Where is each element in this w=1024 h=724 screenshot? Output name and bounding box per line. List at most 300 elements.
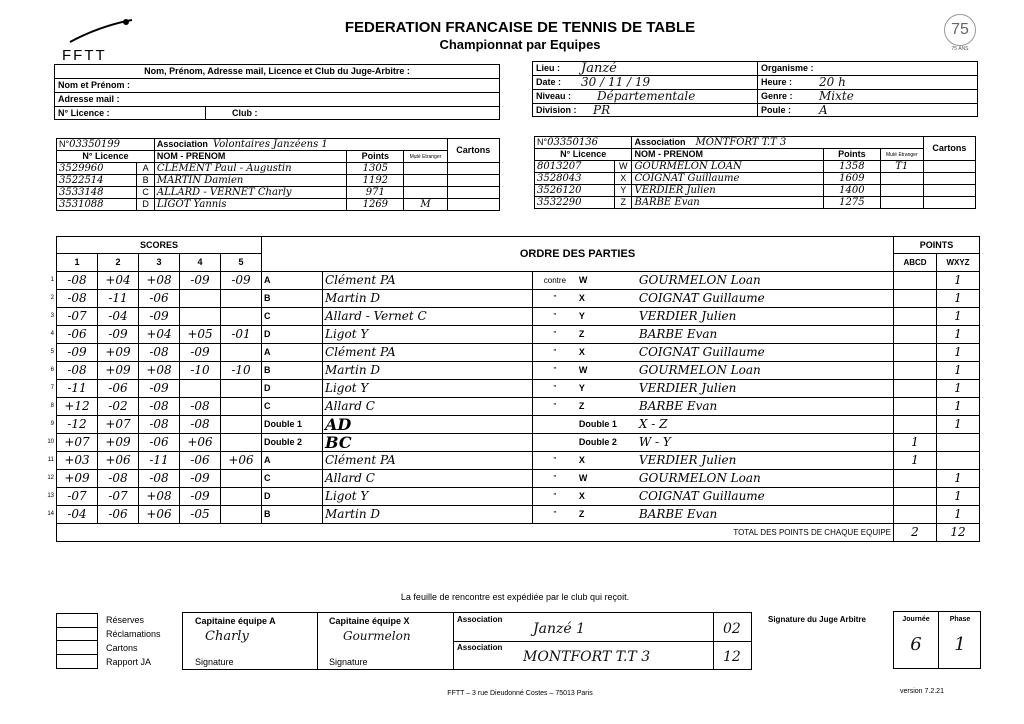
checkbox-box[interactable] (56, 655, 98, 669)
set-score[interactable] (221, 416, 262, 434)
niveau-value[interactable]: Départementale (597, 89, 696, 103)
game-row[interactable] (42, 488, 980, 506)
player-a-name[interactable]: Ligot Y (323, 326, 533, 344)
player-slot: B (137, 175, 154, 187)
set-score[interactable]: -09 (180, 344, 221, 362)
points-wxyz[interactable]: 1 (937, 488, 980, 506)
player-points: 1358 (823, 161, 880, 173)
game-number: 14 (47, 511, 54, 517)
referee-signature-label: Signature du Juge Arbitre (768, 615, 866, 624)
row-number-header-spacer (42, 254, 57, 272)
set-score[interactable]: -06 (98, 506, 139, 524)
points-wxyz[interactable]: 1 (937, 308, 980, 326)
set-score[interactable]: -08 (180, 416, 221, 434)
team-a-name-header: NOM - PRENOM (154, 151, 346, 163)
player-b-name[interactable]: GOURMELON Loan (637, 362, 894, 380)
points-abcd[interactable] (894, 506, 937, 524)
lieu-value[interactable]: Janzé (581, 61, 617, 76)
team-b-points-header: Points (823, 149, 880, 161)
team-b-assoc-label: Association (634, 137, 686, 147)
team-b-number: 03350136 (547, 137, 599, 148)
player-b-name[interactable]: VERDIER Julien (637, 380, 894, 398)
team-b-table (534, 136, 976, 209)
assoc-b-score[interactable]: 12 (723, 649, 741, 665)
player-a-name[interactable]: BC (323, 434, 533, 452)
vs-marker: " (532, 362, 577, 380)
player-mute (404, 163, 447, 175)
team-b-assoc-cell[interactable] (632, 137, 923, 149)
player-mute: M (404, 199, 447, 211)
points-wxyz[interactable]: 1 (937, 416, 980, 434)
order-header: ORDRE DES PARTIES (262, 237, 894, 272)
team-b-assoc: MONTFORT T.T 3 (695, 137, 787, 148)
team-b-player-row[interactable] (535, 197, 976, 209)
checkbox-box[interactable] (56, 613, 98, 628)
game-number: 13 (47, 493, 54, 499)
badge-number: 75 (944, 14, 976, 46)
vs-marker: " (532, 326, 577, 344)
team-b-player-row[interactable] (535, 161, 976, 173)
team-a-table (56, 138, 500, 211)
game-number: 9 (50, 421, 54, 427)
player-mute (404, 187, 447, 199)
points-abcd[interactable]: 1 (894, 452, 937, 470)
set-score[interactable]: -09 (221, 272, 262, 290)
set-score[interactable] (180, 290, 221, 308)
assoc-a-score[interactable]: 02 (723, 621, 741, 637)
set-score[interactable] (221, 344, 262, 362)
set-score[interactable] (180, 380, 221, 398)
set-score[interactable] (221, 398, 262, 416)
poule-value[interactable]: A (819, 103, 828, 117)
player-slot: X (615, 173, 632, 185)
team-a-player-row[interactable] (57, 163, 500, 175)
set-score[interactable]: +06 (180, 434, 221, 452)
genre-value[interactable]: Mixte (819, 89, 854, 103)
set-score[interactable]: -10 (180, 362, 221, 380)
set-score[interactable]: -08 (57, 362, 98, 380)
set-score[interactable]: -06 (57, 326, 98, 344)
set-score[interactable]: -02 (98, 398, 139, 416)
vs-marker: " (532, 290, 577, 308)
set-score[interactable]: +08 (139, 488, 180, 506)
game-number: 3 (50, 313, 54, 319)
player-a-name[interactable]: Ligot Y (323, 380, 533, 398)
set-header: 3 (139, 254, 180, 272)
player-points: 971 (347, 187, 404, 199)
player-b-slot: Double 2 (577, 434, 637, 452)
lieu-label: Lieu : (536, 63, 560, 73)
player-b-slot: Z (577, 326, 637, 344)
set-score[interactable]: +09 (98, 344, 139, 362)
referee-licence-label: N° Licence : (58, 108, 110, 118)
points-wxyz[interactable]: 1 (937, 344, 980, 362)
player-b-name[interactable]: BARBE Evan (637, 326, 894, 344)
player-b-slot: X (577, 344, 637, 362)
referee-licence-row[interactable] (55, 107, 499, 120)
game-row[interactable] (42, 434, 980, 452)
set-score[interactable]: -07 (57, 488, 98, 506)
logo-text: FFTT (62, 47, 107, 64)
set-score[interactable] (221, 488, 262, 506)
points-abcd[interactable] (894, 380, 937, 398)
player-b-slot: W (577, 272, 637, 290)
footer-note: La feuille de rencontre est expédiée par le club qui reçoit. (400, 592, 630, 602)
set-score[interactable]: +03 (57, 452, 98, 470)
player-a-name[interactable]: AD (323, 416, 533, 434)
game-row[interactable] (42, 452, 980, 470)
points-wxyz[interactable]: 1 (937, 272, 980, 290)
set-score[interactable]: -07 (57, 308, 98, 326)
game-row[interactable] (42, 398, 980, 416)
team-b-number-cell[interactable] (535, 137, 632, 149)
player-a-slot: A (262, 344, 323, 362)
player-slot: C (137, 187, 154, 199)
set-score[interactable]: +12 (57, 398, 98, 416)
player-b-name[interactable]: COIGNAT Guillaume (637, 488, 894, 506)
checkbox-list (56, 613, 161, 669)
points-abcd[interactable] (894, 272, 937, 290)
set-header: 5 (221, 254, 262, 272)
set-score[interactable]: -08 (180, 398, 221, 416)
set-score[interactable]: -04 (98, 308, 139, 326)
points-wxyz[interactable]: 1 (937, 470, 980, 488)
player-a-name[interactable]: Clément PA (323, 272, 533, 290)
set-score[interactable]: +09 (57, 470, 98, 488)
set-score[interactable]: -04 (57, 506, 98, 524)
player-licence: 3529960 (57, 163, 137, 175)
set-score[interactable] (221, 470, 262, 488)
player-licence: 3528043 (535, 173, 615, 185)
referee-name-label: Nom et Prénom : (58, 80, 131, 90)
player-b-name[interactable]: GOURMELON Loan (637, 470, 894, 488)
journee-label: Journée (902, 616, 930, 623)
total-abcd: 2 (894, 524, 937, 542)
player-cartons (923, 185, 975, 197)
vs-marker: " (532, 506, 577, 524)
set-score[interactable]: -08 (139, 398, 180, 416)
assoc-b-label: Association (457, 643, 503, 652)
set-score[interactable]: -09 (57, 344, 98, 362)
game-number: 12 (47, 475, 54, 481)
division-value[interactable]: PR (593, 103, 611, 117)
points-header: POINTS (894, 237, 980, 254)
points-abcd[interactable] (894, 416, 937, 434)
player-a-name[interactable]: Martin D (323, 290, 533, 308)
date-label: Date : (536, 77, 562, 87)
set-score[interactable] (221, 380, 262, 398)
player-a-name[interactable]: Clément PA (323, 452, 533, 470)
set-score[interactable]: +06 (139, 506, 180, 524)
player-b-slot: Double 1 (577, 416, 637, 434)
points-wxyz[interactable]: 1 (937, 380, 980, 398)
set-score[interactable] (180, 308, 221, 326)
set-score[interactable]: -11 (57, 380, 98, 398)
vs-marker (532, 434, 577, 452)
player-licence: 3533148 (57, 187, 137, 199)
player-mute (404, 175, 447, 187)
points-abcd[interactable] (894, 344, 937, 362)
set-score[interactable]: +06 (221, 452, 262, 470)
set-score[interactable]: +08 (139, 272, 180, 290)
player-licence: 3532290 (535, 197, 615, 209)
game-row[interactable] (42, 290, 980, 308)
game-number: 6 (50, 367, 54, 373)
player-a-slot: C (262, 470, 323, 488)
set-score[interactable]: +04 (98, 272, 139, 290)
player-b-slot: X (577, 290, 637, 308)
date-value[interactable]: 30 / 11 / 19 (581, 75, 651, 89)
player-b-name[interactable]: BARBE Evan (637, 398, 894, 416)
set-header: 2 (98, 254, 139, 272)
set-score[interactable]: -09 (139, 308, 180, 326)
set-score[interactable]: -09 (180, 272, 221, 290)
journee-phase-box (893, 611, 981, 669)
phase-label: Phase (949, 616, 971, 623)
player-name: ALLARD - VERNET Charly (154, 187, 346, 199)
team-b-licence-header: N° Licence (535, 149, 632, 161)
team-a-licence-header: N° Licence (57, 151, 155, 163)
referee-heading: Nom, Prénom, Adresse mail, Licence et Club du Juge-Arbitre : (55, 65, 499, 79)
assoc-a-label: Association (457, 615, 503, 624)
player-a-name[interactable]: Allard C (323, 470, 533, 488)
set-score[interactable]: -05 (180, 506, 221, 524)
game-row[interactable] (42, 506, 980, 524)
referee-email-label: Adresse mail : (58, 94, 120, 104)
player-a-slot: B (262, 290, 323, 308)
team-a-number-cell[interactable] (57, 139, 155, 151)
vs-marker: " (532, 470, 577, 488)
points-abcd[interactable] (894, 290, 937, 308)
game-number: 8 (50, 403, 54, 409)
set-score[interactable]: -08 (57, 272, 98, 290)
set-score[interactable]: -07 (98, 488, 139, 506)
game-row[interactable] (42, 326, 980, 344)
points-wxyz[interactable] (937, 434, 980, 452)
genre-label: Genre : (761, 91, 793, 101)
games-table (42, 236, 980, 542)
set-score[interactable]: -09 (180, 488, 221, 506)
set-score[interactable]: +06 (98, 452, 139, 470)
checkbox-label: Réclamations (106, 629, 161, 639)
set-score[interactable]: -01 (221, 326, 262, 344)
player-a-name[interactable]: Allard - Vernet C (323, 308, 533, 326)
player-b-name[interactable]: COIGNAT Guillaume (637, 290, 894, 308)
captain-b-signature[interactable]: Gourmelon (343, 629, 411, 643)
checkbox-label: Rapport JA (106, 657, 152, 667)
player-name: BARBE Evan (632, 197, 823, 209)
set-score[interactable]: -08 (98, 470, 139, 488)
team-b-mute-header: Muté Etranger (880, 149, 923, 161)
captains-box (182, 612, 752, 670)
player-cartons (447, 175, 500, 187)
player-b-name[interactable]: COIGNAT Guillaume (637, 344, 894, 362)
player-a-name[interactable]: Ligot Y (323, 488, 533, 506)
referee-club-label: Club : (205, 107, 258, 120)
set-score[interactable]: -06 (139, 290, 180, 308)
player-points: 1192 (347, 175, 404, 187)
set-score[interactable]: -09 (180, 470, 221, 488)
badge-caption: 75 ANS (951, 46, 969, 52)
player-slot: Y (615, 185, 632, 197)
points-wxyz[interactable]: 1 (937, 398, 980, 416)
captain-a-signature-label: Signature (195, 657, 234, 667)
points-wxyz[interactable]: 1 (937, 362, 980, 380)
player-mute (880, 197, 923, 209)
heure-label: Heure : (761, 77, 793, 87)
points-wxyz[interactable]: 1 (937, 326, 980, 344)
player-name: CLEMENT Paul - Augustin (154, 163, 346, 175)
points-abcd[interactable] (894, 308, 937, 326)
player-a-slot: B (262, 506, 323, 524)
set-score[interactable]: -08 (139, 344, 180, 362)
points-wxyz[interactable]: 1 (937, 290, 980, 308)
assoc-a-name[interactable]: Janzé 1 (533, 621, 585, 637)
captain-b-label: Capitaine équipe X (329, 616, 410, 626)
player-b-slot: Z (577, 398, 637, 416)
set-score[interactable]: -08 (57, 290, 98, 308)
set-score[interactable]: +07 (57, 434, 98, 452)
game-row[interactable] (42, 344, 980, 362)
game-row[interactable] (42, 470, 980, 488)
player-a-slot: C (262, 398, 323, 416)
game-number: 11 (47, 457, 54, 463)
referee-email-row[interactable] (55, 93, 499, 107)
anniversary-badge (938, 14, 982, 60)
points-abcd[interactable] (894, 362, 937, 380)
player-b-slot: Z (577, 506, 637, 524)
game-row[interactable] (42, 362, 980, 380)
player-cartons (923, 173, 975, 185)
player-a-slot: A (262, 272, 323, 290)
phase-value[interactable]: 1 (954, 634, 966, 655)
set-score[interactable]: +07 (98, 416, 139, 434)
game-number: 4 (50, 331, 54, 337)
set-score[interactable]: -10 (221, 362, 262, 380)
player-b-name[interactable]: GOURMELON Loan (637, 272, 894, 290)
set-score[interactable]: -09 (139, 380, 180, 398)
referee-name-row[interactable] (55, 79, 499, 93)
points-abcd[interactable] (894, 398, 937, 416)
checkbox-rapport-ja[interactable] (56, 655, 161, 669)
journee-value[interactable]: 6 (910, 634, 922, 655)
player-b-name[interactable]: VERDIER Julien (637, 452, 894, 470)
player-points: 1269 (347, 199, 404, 211)
player-a-name[interactable]: Martin D (323, 362, 533, 380)
set-score[interactable]: -08 (139, 470, 180, 488)
player-points: 1275 (823, 197, 880, 209)
game-row[interactable] (42, 272, 980, 290)
scores-header: SCORES (57, 237, 262, 254)
player-a-slot: Double 2 (262, 434, 323, 452)
points-abcd[interactable] (894, 470, 937, 488)
team-a-assoc-label: Association (156, 139, 208, 149)
set-score[interactable]: -11 (98, 290, 139, 308)
set-score[interactable] (221, 506, 262, 524)
game-number: 1 (50, 277, 54, 283)
player-b-slot: Y (577, 380, 637, 398)
points-abcd[interactable]: 1 (894, 434, 937, 452)
game-row[interactable] (42, 308, 980, 326)
team-a-player-row[interactable] (57, 199, 500, 211)
player-name: COIGNAT Guillaume (632, 173, 823, 185)
vs-marker: " (532, 308, 577, 326)
set-score[interactable]: +04 (139, 326, 180, 344)
set-score[interactable]: -08 (139, 416, 180, 434)
player-points: 1400 (823, 185, 880, 197)
player-a-name[interactable]: Allard C (323, 398, 533, 416)
set-score[interactable]: -06 (139, 434, 180, 452)
team-a-assoc-cell[interactable] (154, 139, 447, 151)
checkbox-box[interactable] (56, 641, 98, 655)
fftt-logo (60, 16, 140, 62)
player-b-name[interactable]: VERDIER Julien (637, 308, 894, 326)
team-b-cartons-header: Cartons (923, 137, 975, 161)
niveau-label: Niveau : (536, 91, 572, 101)
vs-marker: " (532, 344, 577, 362)
set-score[interactable]: -09 (98, 326, 139, 344)
points-abcd[interactable] (894, 326, 937, 344)
set-score[interactable]: +08 (139, 362, 180, 380)
points-wxyz[interactable] (937, 452, 980, 470)
set-score[interactable] (221, 434, 262, 452)
match-info-box (532, 61, 978, 117)
team-b-player-row[interactable] (535, 173, 976, 185)
game-row[interactable] (42, 416, 980, 434)
player-b-name[interactable]: W - Y (637, 434, 894, 452)
team-a-player-row[interactable] (57, 175, 500, 187)
player-mute: T1 (880, 161, 923, 173)
player-a-slot: D (262, 380, 323, 398)
set-score[interactable]: +09 (98, 434, 139, 452)
organisme-label: Organisme : (761, 63, 814, 73)
page-subtitle: Championnat par Equipes (439, 37, 601, 52)
player-b-name[interactable]: BARBE Evan (637, 506, 894, 524)
set-score[interactable] (221, 290, 262, 308)
checkbox-box[interactable] (56, 627, 98, 641)
player-b-slot: W (577, 470, 637, 488)
set-score[interactable]: -06 (180, 452, 221, 470)
player-b-slot: Y (577, 308, 637, 326)
checkbox-reclamations[interactable] (56, 627, 161, 641)
player-a-name[interactable]: Martin D (323, 506, 533, 524)
captain-a-signature[interactable]: Charly (205, 629, 249, 644)
set-score[interactable]: -12 (57, 416, 98, 434)
team-b-number-label: N° (537, 137, 548, 147)
player-licence: 3522514 (57, 175, 137, 187)
set-score[interactable]: +05 (180, 326, 221, 344)
assoc-b-name[interactable]: MONTFORT T.T 3 (523, 649, 651, 665)
game-number: 5 (50, 349, 54, 355)
game-row[interactable] (42, 380, 980, 398)
set-score[interactable]: +09 (98, 362, 139, 380)
checkbox-cartons[interactable] (56, 641, 161, 655)
player-b-name[interactable]: X - Z (637, 416, 894, 434)
points-wxyz[interactable]: 1 (937, 506, 980, 524)
set-score[interactable] (221, 308, 262, 326)
vs-marker (532, 416, 577, 434)
team-a-points-header: Points (347, 151, 404, 163)
points-abcd[interactable] (894, 488, 937, 506)
player-name: LIGOT Yannis (154, 199, 346, 211)
heure-value[interactable]: 20 h (819, 75, 846, 89)
set-score[interactable]: -06 (98, 380, 139, 398)
checkbox-reserves[interactable] (56, 613, 161, 627)
team-a-player-row[interactable] (57, 187, 500, 199)
set-score[interactable]: -11 (139, 452, 180, 470)
team-b-player-row[interactable] (535, 185, 976, 197)
player-a-name[interactable]: Clément PA (323, 344, 533, 362)
